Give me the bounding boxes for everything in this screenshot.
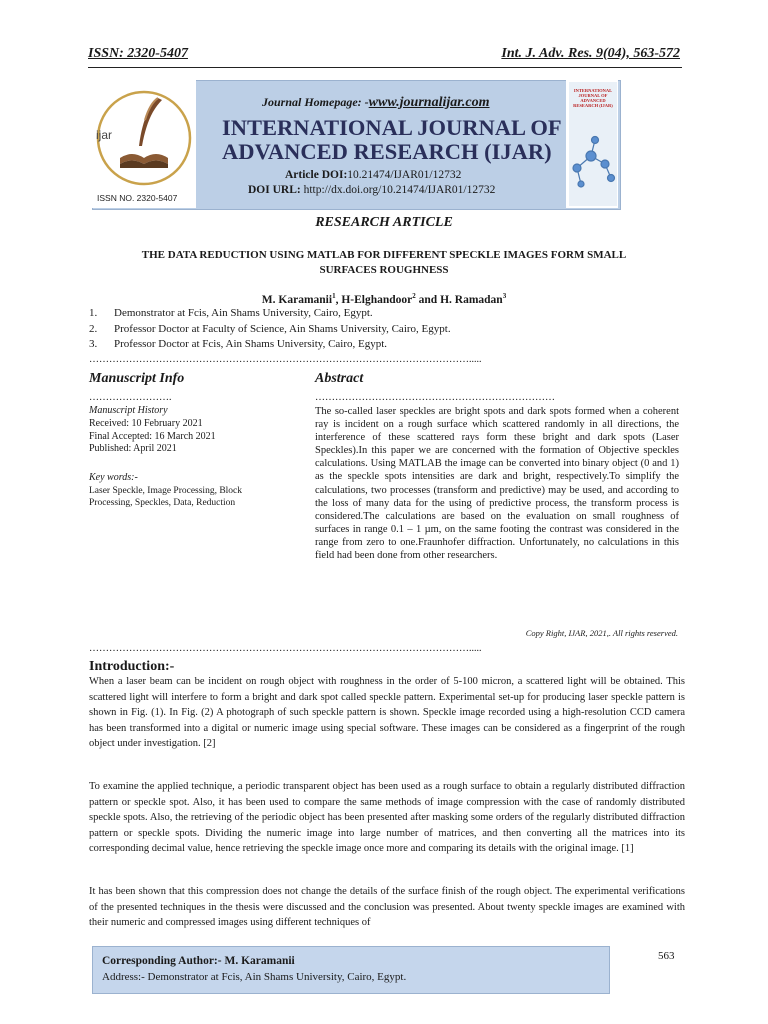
author-affil-sup: 2 bbox=[412, 292, 416, 300]
journal-logo bbox=[92, 80, 196, 208]
history-label: Manuscript History bbox=[89, 405, 168, 416]
journal-title-line1: INTERNATIONAL JOURNAL OF bbox=[222, 115, 562, 140]
author-name: M. Karamanii bbox=[261, 293, 333, 306]
journal-title-line2: ADVANCED RESEARCH (IJAR) bbox=[222, 139, 552, 164]
affiliation-text: Demonstrator at Fcis, Ain Shams University, Cairo, Egypt. bbox=[114, 307, 373, 319]
affiliation-number: 3. bbox=[89, 338, 98, 350]
article-type: RESEARCH ARTICLE bbox=[315, 215, 453, 230]
issn-header: ISSN: 2320-5407 bbox=[88, 46, 188, 61]
accepted-date: Final Accepted: 16 March 2021 bbox=[89, 430, 216, 442]
abstract-heading: Abstract bbox=[315, 371, 364, 386]
author-list bbox=[0, 292, 768, 306]
copyright-notice: Copy Right, IJAR, 2021,. All rights reserved. bbox=[525, 628, 678, 638]
cover-title: INTERNATIONAL JOURNAL OF ADVANCED RESEARCH (IJAR) bbox=[573, 88, 613, 108]
keywords-label: Key words:- bbox=[89, 472, 138, 483]
page-number: 563 bbox=[658, 950, 675, 962]
author-separator: , bbox=[335, 293, 342, 306]
section-separator: ……………………………………………………………………………………………………..... bbox=[89, 643, 482, 654]
affiliation-text: Professor Doctor at Faculty of Science, Ain Shams University, Cairo, Egypt. bbox=[114, 322, 451, 335]
section-separator: ……………………………………………………………………………………………………..... bbox=[89, 354, 482, 365]
abstract-text: The so-called laser speckles are bright spots and dark spots formed when a coherent ray is incident on a rough surface which scattered randomly in all directions, the interference of these scattered rays form these bright and dark spots (Laser Speckles).In this paper we are concerned with the formation of Objective speckles calculations. Using MATLAB the image can be converted into binary object (0 and 1) as the speckle spots intensities are dark and bright, respectively.To simplify the calculations, two processes (transform and predictive) may be used, and according to the loss of many data for the using of predictive process, the transform process is considered.The calculations are based on the evaluation on small roughness of surfaces in range 0.1 – 1 µm, on the same footing the contrast was considered in the range from zero to one.Fraunhofer diffraction. Unfortunately, no calculations in this field had been done from other researchers. bbox=[315, 406, 679, 562]
affiliation-number: 2. bbox=[89, 322, 98, 335]
keywords bbox=[89, 472, 242, 510]
journal-title bbox=[222, 116, 562, 164]
doi-label: Article DOI: bbox=[285, 169, 348, 181]
author-separator: and bbox=[415, 293, 441, 306]
published-date: Published: April 2021 bbox=[89, 443, 177, 455]
journal-cover bbox=[569, 82, 617, 206]
logo-issn: ISSN NO. 2320-5407 bbox=[97, 193, 178, 203]
corresponding-author: Corresponding Author:- M. Karamanii bbox=[102, 955, 295, 967]
header-rule bbox=[88, 67, 682, 68]
doi-value: 10.21474/IJAR01/12732 bbox=[347, 169, 462, 181]
homepage-label: Journal Homepage: - bbox=[262, 95, 369, 109]
author-affil-sup: 3 bbox=[502, 292, 507, 300]
keywords-line: Laser Speckle, Image Processing, Block bbox=[89, 485, 243, 496]
article-title-line2: SURFACES ROUGHNESS bbox=[319, 264, 449, 276]
article-doi bbox=[285, 169, 461, 181]
column-separator-left: ……………………. bbox=[89, 392, 172, 403]
doi-url bbox=[248, 184, 495, 196]
article-title-line1: THE DATA REDUCTION USING MATLAB FOR DIFFERENT SPECKLE IMAGES FORM SMALL bbox=[141, 249, 627, 261]
affiliation-item bbox=[89, 337, 451, 353]
introduction-heading: Introduction:- bbox=[89, 659, 175, 674]
manuscript-history bbox=[89, 405, 216, 456]
affiliation-item bbox=[89, 306, 451, 322]
citation-header: Int. J. Adv. Res. 9(04), 563-572 bbox=[501, 46, 680, 61]
affiliation-text: Professor Doctor at Fcis, Ain Shams University, Cairo, Egypt. bbox=[114, 338, 388, 350]
intro-paragraph: It has been shown that this compression does not change the details of the surface finish of the rough object. The experimental verifications of the presented techniques in the thesis were discussed and the conclusion was presented. About twenty speckle images are examined with their numeric and compressed images using different techniques of bbox=[89, 886, 685, 929]
intro-paragraph: To examine the applied technique, a periodic transparent object has been used as a rough surface to obtain a regularly distributed diffraction pattern or speckle spot. Also, it has been used to compare the same methods of image compression with the case of randomly distributed speckle spots. Also, the retrieving of the periodic object has been presented after masking some orders of the regularly distributed diffraction pattern or speckle spots. Dividing the numeric image into large number of matrices, and then converting all the matrices into its corresponding decimal value, hence retrieving the speckle image once more and comparing its details with the original image. [1] bbox=[89, 781, 685, 855]
author-name: H-Elghandoor bbox=[341, 293, 413, 306]
affiliation-list bbox=[89, 306, 451, 353]
author-name: H. Ramadan bbox=[440, 293, 503, 306]
logo-text: ijar bbox=[96, 128, 113, 142]
intro-paragraph: When a laser beam can be incident on rough object with roughness in the order of 5-100 micron, a scattered light will be obtained. This scattered light will interfere to form a bright and dark spot called speckle pattern. Experimental set-up for producing laser speckle pattern is shown in Fig. (1). In Fig. (2) A photograph of such speckle pattern is shown. Speckle image recorded using a high-resolution CCD camera has been transformed into a digital or numeric image using special software. These images can be considered as a fingerprint of the rough object under investigation. [2] bbox=[89, 676, 685, 750]
affiliation-number: 1. bbox=[89, 307, 98, 319]
keywords-line: Processing, Speckles, Data, Reduction bbox=[89, 498, 236, 508]
corresponding-author-box bbox=[92, 946, 610, 994]
doi-url-value[interactable]: http://dx.doi.org/10.21474/IJAR01/12732 bbox=[303, 184, 496, 196]
quill-book-icon bbox=[92, 80, 196, 208]
author-affil-sup: 1 bbox=[332, 292, 336, 300]
received-date: Received: 10 February 2021 bbox=[89, 417, 203, 429]
article-title bbox=[88, 248, 680, 278]
homepage-link[interactable]: www.journalijar.com bbox=[368, 95, 490, 110]
journal-homepage bbox=[262, 95, 490, 111]
column-separator-right: ……………………………………………………………… bbox=[315, 392, 555, 403]
doi-url-label: DOI URL: bbox=[248, 184, 301, 196]
corresponding-address: Address:- Demonstrator at Fcis, Ain Shams University, Cairo, Egypt. bbox=[102, 971, 407, 983]
manuscript-info-heading: Manuscript Info bbox=[89, 371, 185, 386]
molecule-icon bbox=[569, 108, 617, 198]
affiliation-item bbox=[89, 322, 451, 338]
